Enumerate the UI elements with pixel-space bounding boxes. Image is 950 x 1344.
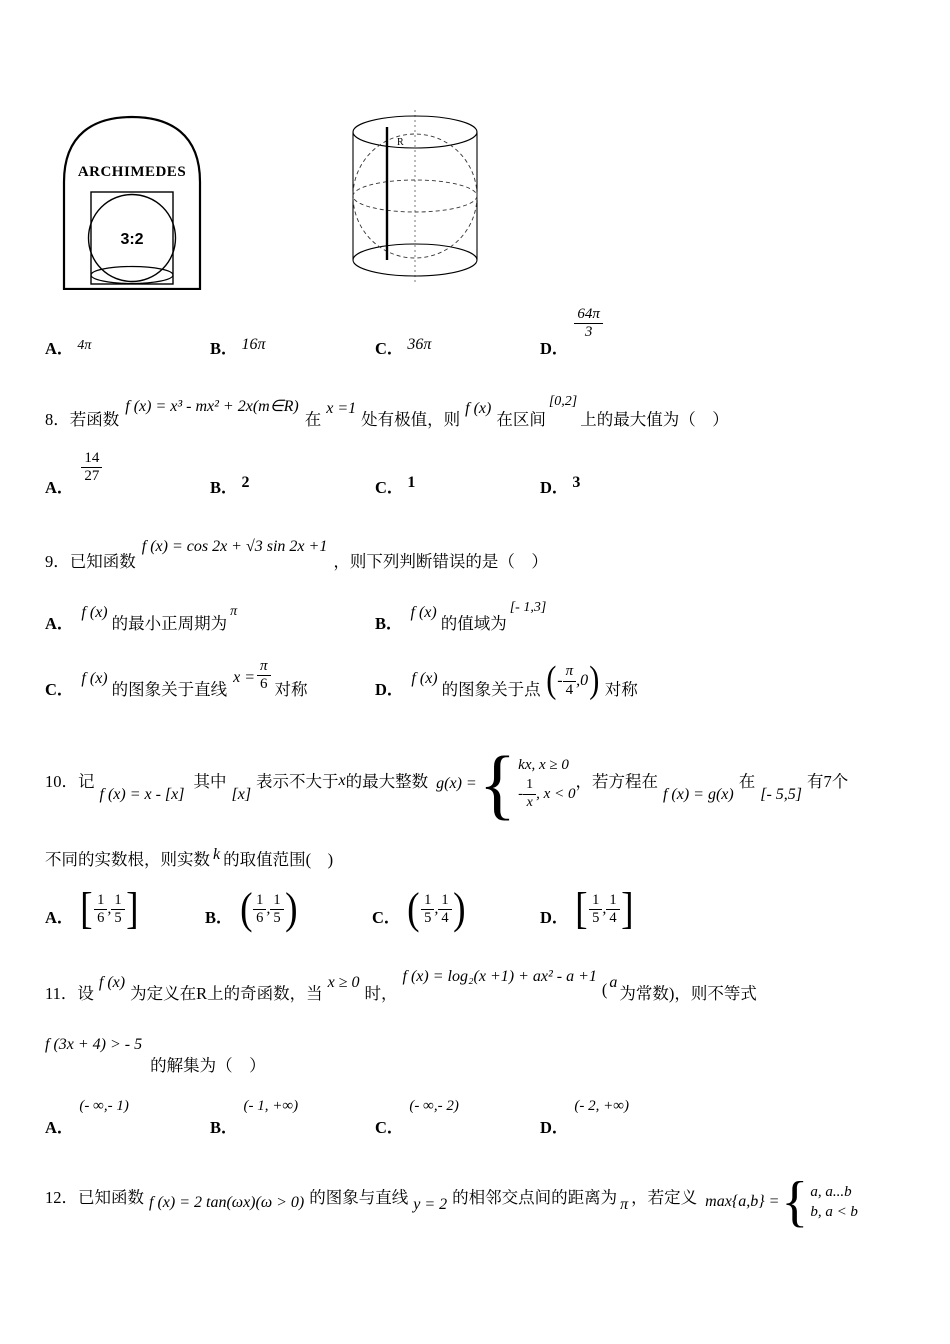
math-formula: f (x) = 2 tan(ωx)(ω > 0) xyxy=(149,1194,305,1211)
fraction-denominator: 27 xyxy=(81,467,102,485)
interval xyxy=(574,882,634,936)
option-a xyxy=(45,306,91,359)
math-formula: x =1 xyxy=(326,400,357,417)
interval-right-bracket: ) xyxy=(452,883,466,933)
option-d xyxy=(540,1096,629,1138)
math-formula: f (x) = log₂(x +1) + ax² - a +1 xyxy=(402,968,597,985)
question-text: 为常数)，则不等式 xyxy=(619,984,757,1003)
piecewise-row-2 xyxy=(518,777,575,810)
question-text: 的解集为（ ） xyxy=(150,1056,266,1075)
math-formula: π xyxy=(620,1196,629,1213)
question-text: 表示不大于 xyxy=(256,772,339,791)
fraction-numerator: 1 xyxy=(526,777,534,793)
fraction xyxy=(421,892,434,926)
question-text: 有7个 xyxy=(807,772,849,791)
archimedes-label: ARCHIMEDES xyxy=(77,164,187,180)
option-c-label: C． xyxy=(375,1118,404,1137)
interval-right-bracket: ] xyxy=(125,883,139,933)
option-d-label: D． xyxy=(375,680,404,699)
piecewise-row-2-tail: , x < 0 xyxy=(536,785,576,802)
fraction xyxy=(574,306,603,342)
interval xyxy=(79,882,139,936)
option-a-label: A． xyxy=(45,614,74,633)
interval-left-bracket: ( xyxy=(239,883,253,933)
question-text: 8．若函数 xyxy=(45,410,120,429)
fraction xyxy=(94,892,107,926)
math-formula: k xyxy=(213,846,221,863)
fraction-denominator: 6 xyxy=(94,909,107,927)
question-text: 12．已知函数 xyxy=(45,1188,144,1207)
option-b-label: B． xyxy=(205,908,233,927)
fraction-denominator: 4 xyxy=(438,909,451,927)
option-a xyxy=(45,882,139,936)
math-formula: [- 5,5] xyxy=(760,786,802,803)
math-formula: f (x) = cos 2x + √3 sin 2x +1 xyxy=(141,538,328,555)
option-c-label: C． xyxy=(375,478,404,497)
math-formula: f (x) xyxy=(465,400,492,417)
option-c-value: (- ∞,- 2) xyxy=(409,1098,459,1114)
math-formula: f (x) xyxy=(411,670,438,687)
question-12 xyxy=(45,1166,858,1234)
option-a-text: 的最小正周期为 xyxy=(111,614,228,633)
interval-comma: , xyxy=(602,900,607,917)
fraction-numerator: 1 xyxy=(441,891,449,908)
question-10 xyxy=(45,738,848,830)
fraction-numerator: π xyxy=(260,658,268,674)
math-formula: f (x) = x - [x] xyxy=(99,786,185,803)
question-8 xyxy=(45,394,729,430)
ratio-label: 3:2 xyxy=(120,231,144,248)
option-a xyxy=(45,450,102,498)
option-d-label: D． xyxy=(540,1118,569,1137)
cylinder-sphere-figure xyxy=(347,108,483,286)
piecewise-function xyxy=(436,738,575,830)
fraction-numerator: 1 xyxy=(424,891,432,908)
figure-row xyxy=(57,108,483,290)
piecewise-brace: { xyxy=(478,739,517,827)
option-c xyxy=(375,450,415,498)
fraction-numerator: 1 xyxy=(273,891,281,908)
piecewise-rows xyxy=(810,1184,858,1221)
option-a-label: A． xyxy=(45,339,74,358)
option-d xyxy=(375,656,638,704)
point-expression xyxy=(545,658,601,704)
fraction-denominator: 6 xyxy=(257,675,271,693)
piecewise-rows xyxy=(518,757,575,810)
question-text: 9．已知函数 xyxy=(45,552,136,571)
interval-left-bracket: [ xyxy=(80,883,93,933)
math-formula: f (x) xyxy=(410,604,437,621)
question-text: 的取值范围( ) xyxy=(223,850,334,869)
question-text: ( xyxy=(601,980,608,999)
option-c-text: 的图象关于直线 xyxy=(111,680,228,699)
interval-left-bracket: ( xyxy=(407,883,420,933)
point-tail: ,0 xyxy=(576,672,589,689)
option-b xyxy=(210,450,250,498)
q9-options-row-ab xyxy=(45,596,905,646)
option-d xyxy=(540,306,603,359)
question-text: 其中 xyxy=(193,772,227,791)
question-text: 的相邻交点间的距离为 xyxy=(452,1188,618,1207)
option-b xyxy=(210,306,266,359)
option-b-value: (- 1, +∞) xyxy=(243,1098,299,1114)
piecewise-row-1: a, a...b xyxy=(810,1183,852,1200)
question-text: ，则下列判断错误的是（ ） xyxy=(333,552,548,571)
fraction xyxy=(81,450,102,486)
math-formula: π xyxy=(230,604,238,619)
fraction xyxy=(563,663,577,699)
question-text: ，若定义 xyxy=(631,1188,698,1207)
fraction-denominator: 4 xyxy=(563,681,577,699)
option-b-label: B． xyxy=(210,1118,238,1137)
interval-comma: , xyxy=(434,900,439,917)
question-text: 时， xyxy=(364,984,398,1003)
math-formula: x ≥ 0 xyxy=(327,974,360,991)
fraction-numerator: 64π xyxy=(577,306,600,322)
option-a xyxy=(45,1096,129,1138)
option-d-text: 对称 xyxy=(604,680,638,699)
fraction xyxy=(257,658,271,694)
question-text: 的图象与直线 xyxy=(309,1188,409,1207)
option-c-label: C． xyxy=(45,680,74,699)
option-a-value: (- ∞,- 1) xyxy=(79,1098,129,1114)
question-text: 为定义在R上的奇函数，当 xyxy=(130,984,323,1003)
piecewise-row-2: b, a < b xyxy=(810,1203,858,1220)
interval-comma: , xyxy=(107,900,112,917)
math-formula: [0,2] xyxy=(548,394,578,409)
math-formula: f (3x + 4) > - 5 xyxy=(45,1036,143,1053)
option-c-label: C． xyxy=(375,339,404,358)
fraction-denominator: 3 xyxy=(574,323,603,341)
q10-options-row xyxy=(45,882,905,942)
interval-right-bracket: ] xyxy=(620,883,634,933)
q8-options-row xyxy=(45,450,905,505)
question-11-line2 xyxy=(45,1036,266,1076)
math-formula: x xyxy=(338,772,346,789)
fraction-numerator: 1 xyxy=(256,891,264,908)
fraction-denominator: 5 xyxy=(421,909,434,927)
option-a-label: A． xyxy=(45,1118,74,1137)
max-definition xyxy=(705,1170,858,1234)
option-c xyxy=(375,306,431,359)
q11-options-row xyxy=(45,1096,905,1141)
option-b xyxy=(210,1096,298,1138)
question-text: ，若方程在 xyxy=(575,772,658,791)
fraction xyxy=(270,892,283,926)
piecewise-brace: { xyxy=(781,1170,809,1233)
option-b xyxy=(375,596,546,634)
question-text: 不同的实数根，则实数 xyxy=(45,850,210,869)
fraction-numerator: 1 xyxy=(97,891,105,908)
option-d-label: D． xyxy=(540,908,569,927)
option-b-label: B． xyxy=(210,339,238,358)
fraction-denominator: x xyxy=(523,794,536,811)
math-formula: f (x) = x³ - mx² + 2x(m∈R) xyxy=(125,398,299,415)
math-formula: [- 1,3] xyxy=(509,600,547,615)
option-b-value: 16π xyxy=(241,336,266,353)
option-c-value: 1 xyxy=(407,474,416,491)
fraction xyxy=(606,892,619,926)
math-formula: f (x) = g(x) xyxy=(662,786,734,803)
fraction-numerator: 1 xyxy=(592,891,600,908)
minus-sign: - xyxy=(557,672,563,689)
option-a-label: A． xyxy=(45,478,74,497)
interval-right-bracket: ) xyxy=(284,883,298,933)
fraction-denominator: 6 xyxy=(253,909,266,927)
question-text: 上的最大值为（ ） xyxy=(580,410,729,429)
question-text: 处有极值，则 xyxy=(361,410,461,429)
option-b xyxy=(205,882,298,936)
interval xyxy=(406,882,466,936)
option-d xyxy=(540,882,634,936)
option-d-value: (- 2, +∞) xyxy=(574,1098,629,1114)
fraction-numerator: 1 xyxy=(114,891,122,908)
max-lhs: max{a,b} = xyxy=(705,1193,780,1210)
question-10-line2 xyxy=(45,846,333,870)
fraction-numerator: 1 xyxy=(609,891,617,908)
option-d-text: 的图象关于点 xyxy=(441,680,541,699)
fraction xyxy=(589,892,602,926)
option-b-text: 的值域为 xyxy=(440,614,507,633)
q9-options-row-cd xyxy=(45,656,905,716)
option-c xyxy=(372,882,466,936)
option-d-value: 3 xyxy=(572,474,581,491)
question-text: 在 xyxy=(738,772,756,791)
fraction-denominator: 5 xyxy=(589,909,602,927)
question-11 xyxy=(45,966,757,1004)
option-c-text: 对称 xyxy=(274,680,308,699)
archimedes-tombstone-figure xyxy=(57,108,207,290)
option-a xyxy=(45,596,237,634)
option-a-label: A． xyxy=(45,908,74,927)
fraction xyxy=(111,892,124,926)
q7-options-row xyxy=(45,306,905,366)
left-paren: ( xyxy=(545,659,557,702)
question-text: 11．设 xyxy=(45,984,94,1003)
tombstone-outline xyxy=(64,117,200,289)
option-b-label: B． xyxy=(210,478,238,497)
fraction-denominator: 5 xyxy=(270,909,283,927)
fraction-denominator: 5 xyxy=(111,909,124,927)
piecewise-lhs: g(x) = xyxy=(436,775,477,792)
fraction-numerator: 14 xyxy=(84,450,100,466)
fraction-denominator: 4 xyxy=(606,909,619,927)
option-c-value: 36π xyxy=(407,336,432,353)
math-formula: x = xyxy=(233,669,256,686)
fraction-numerator: π xyxy=(565,663,574,680)
option-c-label: C． xyxy=(372,908,401,927)
option-d-label: D． xyxy=(540,478,569,497)
fraction xyxy=(438,892,451,926)
option-d xyxy=(540,450,580,498)
option-a-value: 4π xyxy=(77,338,92,353)
option-c xyxy=(375,1096,459,1138)
math-formula: f (x) xyxy=(81,670,108,687)
interval-comma: , xyxy=(266,900,271,917)
radius-label: R xyxy=(397,137,404,148)
question-text: 在 xyxy=(304,410,322,429)
right-paren: ) xyxy=(589,659,600,702)
math-formula: f (x) xyxy=(98,974,126,991)
question-text: 10．记 xyxy=(45,772,95,791)
interval xyxy=(239,882,299,936)
math-formula: a xyxy=(609,974,618,991)
option-b-value: 2 xyxy=(241,474,250,491)
option-b-label: B． xyxy=(375,614,403,633)
question-text: 在区间 xyxy=(496,410,546,429)
question-text: 的最大整数 xyxy=(345,772,429,791)
math-formula: f (x) xyxy=(81,604,108,621)
math-formula: [x] xyxy=(231,786,252,803)
piecewise-row-1: kx, x ≥ 0 xyxy=(518,757,569,774)
option-d-label: D． xyxy=(540,339,569,358)
math-formula: y = 2 xyxy=(413,1196,448,1213)
minus-sign: - xyxy=(518,785,524,802)
fraction xyxy=(523,777,536,810)
fraction xyxy=(253,892,266,926)
interval-left-bracket: [ xyxy=(575,883,588,933)
question-9 xyxy=(45,538,548,572)
option-c xyxy=(45,656,308,700)
